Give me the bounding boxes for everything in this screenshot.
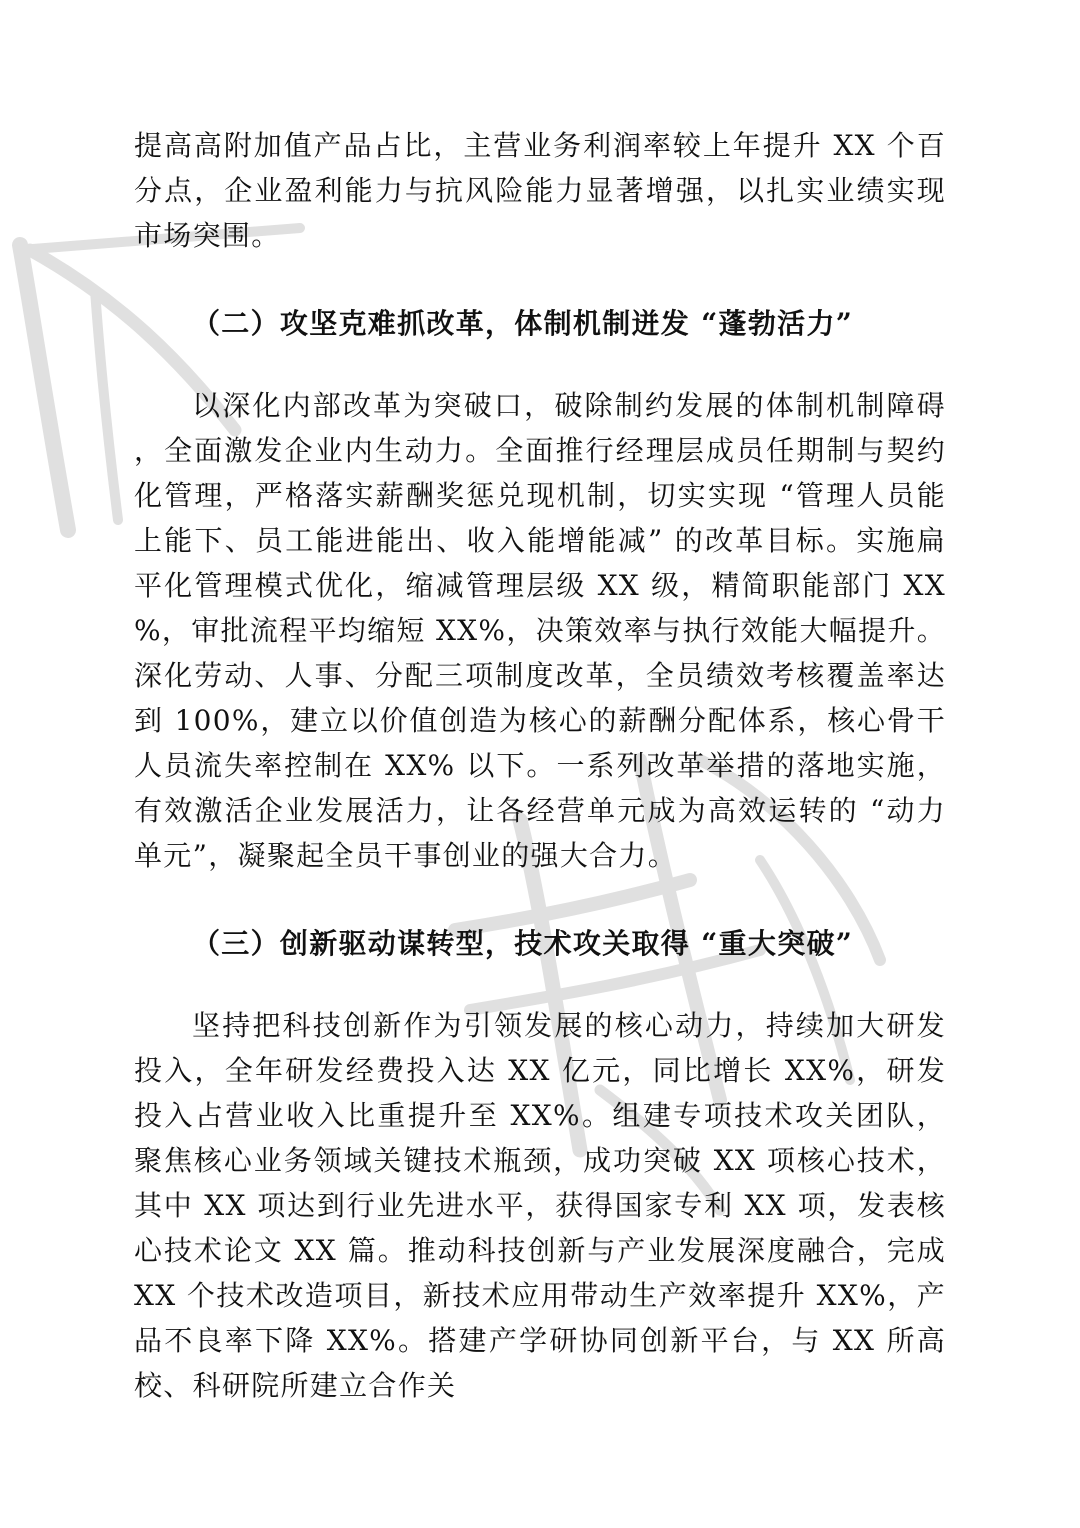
section-paragraph-innovation: 坚持把科技创新作为引领发展的核心动力，持续加大研发投入，全年研发经费投入达 XX 亿元，同比增长 XX%，研发投入占营业收入比重提升至 XX%。组建专项技术攻关团队，聚焦核心业务领域关键技术瓶颈，成功突破 XX 项核心技术，其中 XX 项达到行业先进水平，获得国家专利 XX 项，发表核心技术论文 XX 篇。推动科技创新与产业发展深度融合，完成 XX 个技术改造项目，新技术应用带动生产效率提升 XX%，产品不良率下降 XX%。搭建产学研协同创新平台，与 XX 所高校、科研院所建立合作关 bbox=[134, 1009, 946, 1402]
intro-paragraph: 提高高附加值产品占比，主营业务利润率较上年提升 XX 个百分点，企业盈利能力与抗风险能力显著增强，以扎实业绩实现市场突围。 bbox=[134, 129, 946, 252]
section-heading-innovation: （三）创新驱动谋转型，技术攻关取得 “重大突破” bbox=[192, 927, 854, 960]
section-paragraph-reform: 以深化内部改革为突破口，破除制约发展的体制机制障碍，全面激发企业内生动力。全面推行经理层成员任期制与契约化管理，严格落实薪酬奖惩兑现机制，切实实现 “管理人员能上能下、员工能进能出、收入能增能减” 的改革目标。实施扁平化管理模式优化，缩减管理层级 XX 级，精简职能部门 XX%，审批流程平均缩短 XX%，决策效率与执行效能大幅提升。深化劳动、人事、分配三项制度改革，全员绩效考核覆盖率达到 100%，建立以价值创造为核心的薪酬分配体系，核心骨干人员流失率控制在 XX% 以下。一系列改革举措的落地实施，有效激活企业发展活力，让各经营单元成为高效运转的 “动力单元”，凝聚起全员干事创业的强大合力。 bbox=[134, 389, 946, 872]
section-heading-reform: （二）攻坚克难抓改革，体制机制迸发 “蓬勃活力” bbox=[192, 307, 854, 340]
document-body bbox=[134, 123, 946, 1408]
